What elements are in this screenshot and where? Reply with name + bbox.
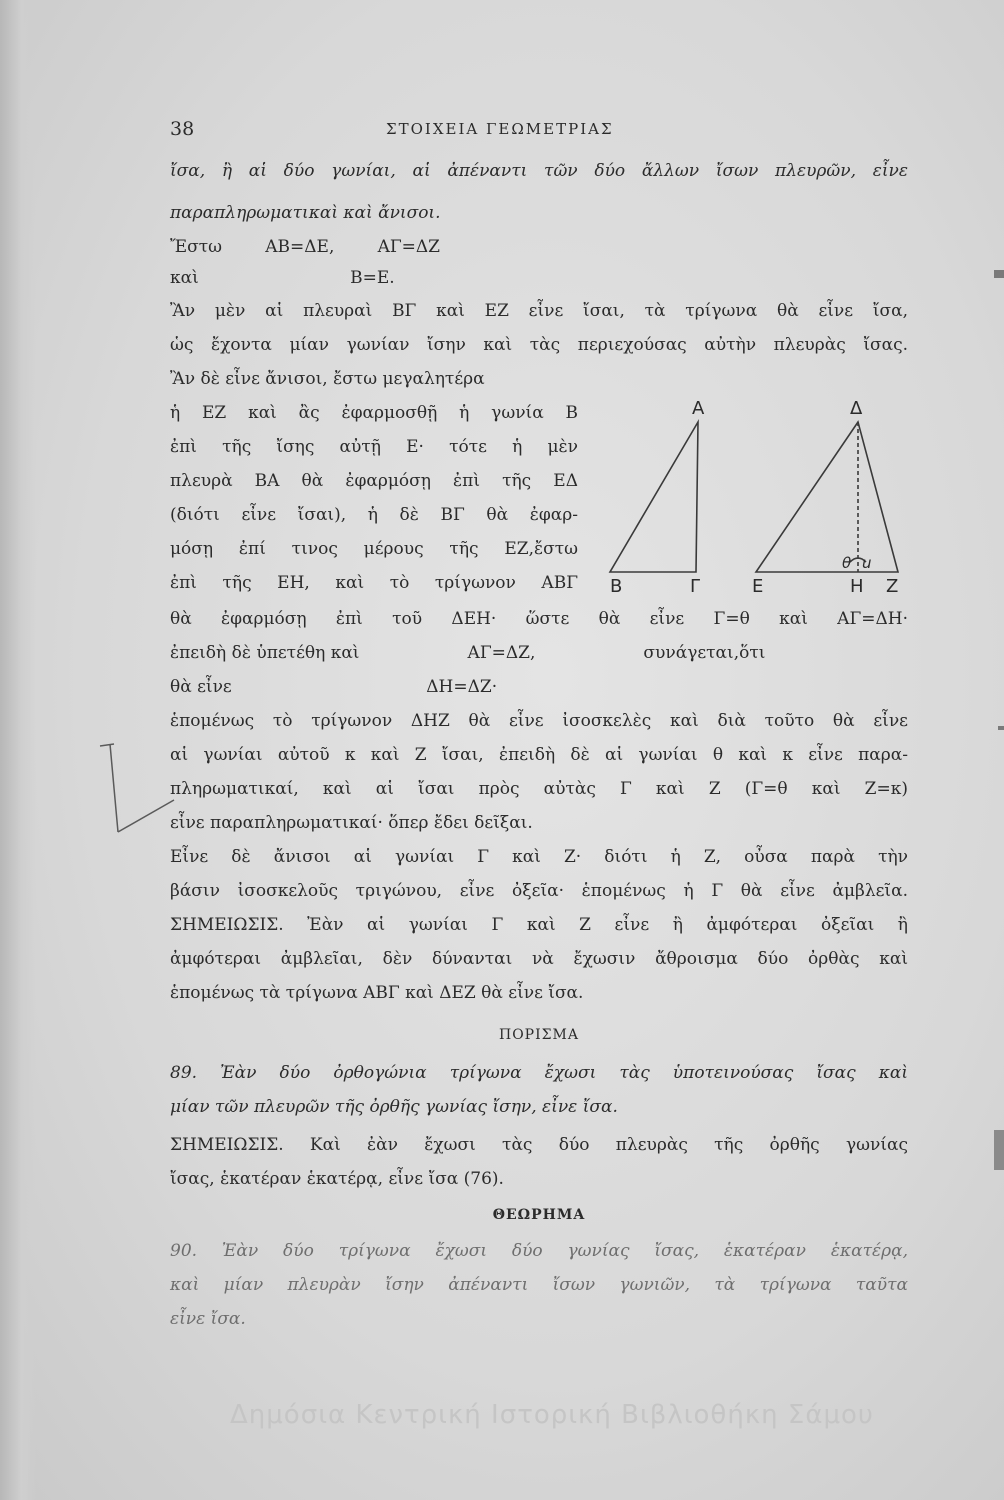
text-line: (διότι εἶνε ἴσαι), ἡ δὲ ΒΓ θὰ ἐφαρ- — [170, 505, 578, 525]
text-line: πλευρὰ ΒΑ θὰ ἐφαρμόσῃ ἐπὶ τῆς ΕΔ — [170, 471, 578, 491]
running-header — [170, 118, 910, 148]
text-line: αἱ γωνίαι αὐτοῦ κ καὶ Ζ ἴσαι, ἐπειδὴ δὲ αἱ γωνίαι θ καὶ κ εἶνε παρα- — [170, 745, 908, 765]
margin-pencil-mark — [96, 740, 176, 840]
text-line: πληρωματικαί, καὶ αἱ ἴσαι πρὸς αὐτὰς Γ καὶ Ζ (Γ=θ καὶ Ζ=κ) — [170, 779, 908, 799]
text-line: ἐπὶ τῆς ἴσης αὐτῇ Ε· τότε ἡ μὲν — [170, 437, 578, 457]
page-edge-marks — [988, 270, 1004, 1170]
label-b: Β — [610, 576, 623, 594]
text-line: Ἂν δὲ εἶνε ἄνισοι, ἔστω μεγαλητέρα — [170, 369, 485, 389]
running-title: ΣΤΟΙΧΕΙΑ ΓΕΩΜΕΤΡΙΑΣ — [386, 120, 614, 138]
text-line: ἴσας, ἑκατέραν ἑκατέρᾳ, εἶνε ἴσα (76). — [170, 1169, 504, 1189]
text-line: ἴσα, ἢ αἱ δύο γωνίαι, αἱ ἀπέναντι τῶν δύο ἄλλων ἴσων πλευρῶν, εἶνε — [170, 161, 908, 181]
text-line: ἐπειδὴ δὲ ὑπετέθη καὶ ΑΓ=ΔΖ, συνάγεται,ὅτι — [170, 643, 766, 663]
triangle-abg — [610, 422, 698, 572]
library-watermark: Δημόσια Κεντρική Ιστορική Βιβλιοθήκη Σάμου — [230, 1400, 874, 1430]
text-line: θὰ εἶνε ΔΗ=ΔΖ· — [170, 677, 498, 697]
section-heading-porisma: ΠΟΡΙΣΜΑ — [499, 1027, 579, 1043]
label-e: Ε — [752, 576, 764, 594]
triangles-figure — [596, 384, 904, 594]
text-line: ἑπομένως τὸ τρίγωνον ΔΗΖ θὰ εἶνε ἰσοσκελὲς καὶ διὰ τοῦτο θὰ εἶνε — [170, 711, 908, 731]
text-line: ΣΗΜΕΙΩΣΙΣ. Ἐὰν αἱ γωνίαι Γ καὶ Ζ εἶνε ἢ ἀμφότεραι ὀξεῖαι ἢ — [170, 915, 908, 935]
label-kappa: u — [862, 554, 872, 572]
text-line: εἶνε ἴσα. — [170, 1309, 246, 1329]
label-z: Ζ — [886, 576, 899, 594]
triangles-diagram — [596, 384, 904, 594]
label-g: Γ — [690, 576, 701, 594]
label-h: Η — [850, 576, 864, 594]
text-line: ἑπομένως τὰ τρίγωνα ΑΒΓ καὶ ΔΕΖ θὰ εἶνε ἴσα. — [170, 983, 584, 1003]
label-a: Α — [692, 398, 705, 419]
text-line: μίαν τῶν πλευρῶν τῆς ὀρθῆς γωνίας ἴσην, εἶνε ἴσα. — [170, 1097, 618, 1117]
text-line: θὰ ἐφαρμόσῃ ἐπὶ τοῦ ΔΕΗ· ὥστε θὰ εἶνε Γ=θ καὶ ΑΓ=ΔΗ· — [170, 609, 908, 629]
triangle-dez — [756, 422, 898, 572]
text-line: Ἂν μὲν αἱ πλευραὶ ΒΓ καὶ ΕΖ εἶνε ἴσαι, τὰ τρίγωνα θὰ εἶνε ἴσα, — [170, 301, 908, 321]
text-line: ἀμφότεραι ἀμβλεῖαι, δὲν δύνανται νὰ ἔχωσιν ἄθροισμα δύο ὀρθὰς καὶ — [170, 949, 908, 969]
section-heading-theorema: ΘΕΩΡΗΜΑ — [492, 1207, 586, 1223]
text-line: βάσιν ἰσοσκελοῦς τριγώνου, εἶνε ὀξεῖα· ἑπομένως ἡ Γ θὰ εἶνε ἀμβλεῖα. — [170, 881, 908, 901]
text-line: ἡ ΕΖ καὶ ἂς ἐφαρμοσθῇ ἡ γωνία Β — [170, 403, 578, 423]
text-line: μόσῃ ἐπί τινος μέρους τῆς ΕΖ,ἔστω — [170, 539, 578, 559]
page-number: 38 — [170, 118, 195, 140]
text-line: καὶ μίαν πλευρὰν ἴσην ἀπέναντι ἴσων γωνιῶν, τὰ τρίγωνα ταῦτα — [170, 1275, 908, 1295]
text-line: εἶνε παραπληρωματικαί· ὅπερ ἔδει δεῖξαι. — [170, 813, 533, 833]
text-line: Ἔστω ΑΒ=ΔΕ, ΑΓ=ΔΖ — [170, 237, 440, 257]
text-line: παραπληρωματικαὶ καὶ ἄνισοι. — [170, 203, 441, 223]
text-line: 89. Ἐὰν δύο ὀρθογώνια τρίγωνα ἔχωσι τὰς ὑποτεινούσας ἴσας καὶ — [170, 1063, 908, 1083]
label-d: Δ — [850, 398, 863, 419]
text-line: καὶ Β=Ε. — [170, 268, 395, 288]
text-line: ὡς ἔχοντα μίαν γωνίαν ἴσην καὶ τὰς περιεχούσας αὐτὴν πλευρὰς ἴσας. — [170, 335, 908, 355]
text-line: ἐπὶ τῆς ΕΗ, καὶ τὸ τρίγωνον ΑΒΓ — [170, 573, 578, 593]
label-theta: θ — [842, 554, 852, 572]
text-line: ΣΗΜΕΙΩΣΙΣ. Καὶ ἐὰν ἔχωσι τὰς δύο πλευρὰς τῆς ὀρθῆς γωνίας — [170, 1135, 908, 1155]
text-line: 90. Ἐὰν δύο τρίγωνα ἔχωσι δύο γωνίας ἴσας, ἑκατέραν ἑκατέρᾳ, — [170, 1241, 908, 1261]
book-spine-shadow — [0, 0, 36, 1500]
text-line: Εἶνε δὲ ἄνισοι αἱ γωνίαι Γ καὶ Ζ· διότι ἡ Ζ, οὖσα παρὰ τὴν — [170, 847, 908, 867]
